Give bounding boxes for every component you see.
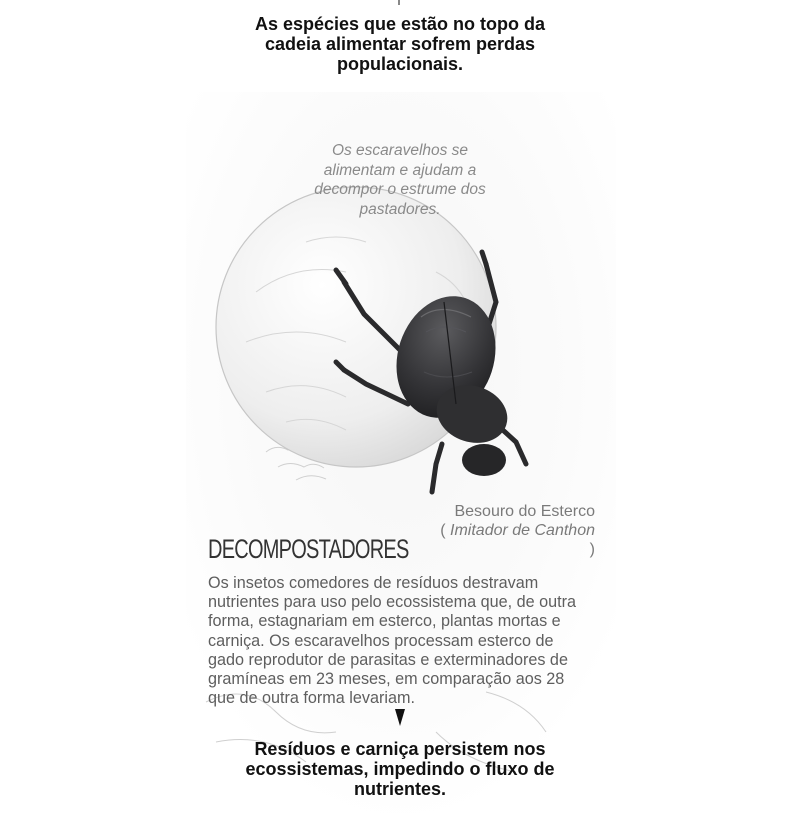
connector-tick bbox=[398, 0, 400, 5]
species-scientific-line bbox=[410, 521, 595, 540]
species-scientific-name: Imitador de Canthon bbox=[450, 522, 595, 539]
species-close-paren: ) bbox=[589, 541, 595, 558]
section-title: DECOMPOSTADORES bbox=[208, 534, 409, 564]
arrow-down-icon bbox=[395, 709, 405, 726]
top-caption: As espécies que estão no topo da cadeia alimentar sofrem perdas populacionais. bbox=[254, 14, 546, 74]
species-caption bbox=[410, 502, 595, 559]
species-common-name: Besouro do Esterco bbox=[454, 503, 595, 520]
beetle-note: Os escaravelhos se alimentam e ajudam a decompor o estrume dos pastadores. bbox=[314, 142, 486, 218]
species-open-paren: ( bbox=[440, 522, 451, 539]
bottom-caption: Resíduos e carniça persistem nos ecossistemas, impedindo o fluxo de nutrientes. bbox=[245, 739, 555, 799]
section-body: Os insetos comedores de resíduos destravam nutrientes para uso pelo ecossistema que, de outra forma, estagnariam em esterco, plantas mortas e carniça. Os escaravelhos processam esterco de gado reprodutor de parasitas e exterminadores de gramíneas em 23 meses, em comparação aos 28 que de outra forma levariam. bbox=[208, 574, 577, 708]
